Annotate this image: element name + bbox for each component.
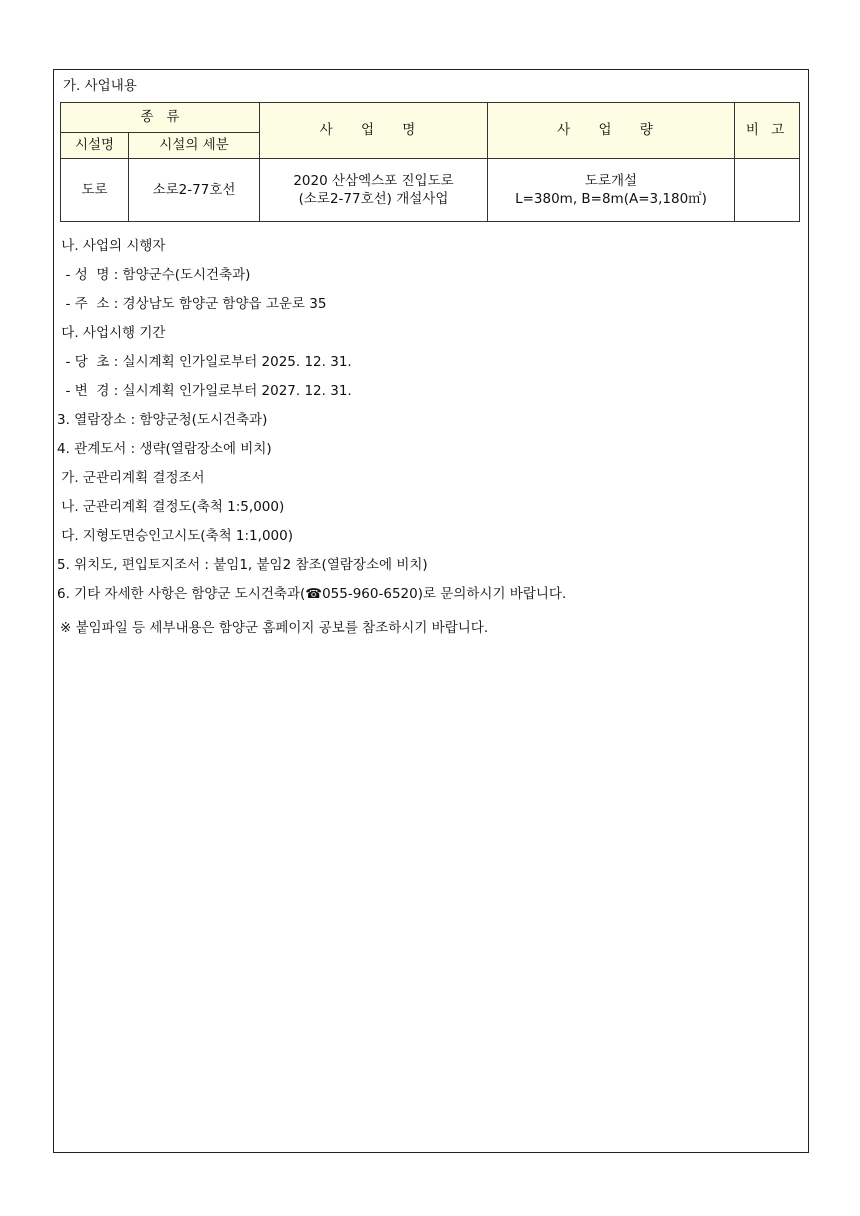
text-line: 나. 군관리계획 결정도(축척 1:5,000) xyxy=(57,499,285,515)
header-facility-detail: 시설의 세분 xyxy=(129,133,260,159)
text-line: - 변 경 : 실시계획 인가일로부터 2027. 12. 31. xyxy=(57,383,352,399)
text-line: 5. 위치도, 편입토지조서 : 붙임1, 붙임2 참조(열람장소에 비치) xyxy=(57,557,428,573)
header-project-scale: 사 업 량 xyxy=(488,103,735,159)
header-project-name: 사 업 명 xyxy=(260,103,488,159)
body-text xyxy=(57,232,566,609)
text-line: 다. 사업시행 기간 xyxy=(57,325,166,341)
text-line: 나. 사업의 시행자 xyxy=(57,238,166,254)
section-title-business-content: 가. 사업내용 xyxy=(63,78,137,94)
cell-project-scale xyxy=(488,159,735,222)
cell-remarks xyxy=(735,159,800,222)
project-scale-line2: L=380m, B=8m(A=3,180㎡) xyxy=(515,191,707,207)
project-name-line1: 2020 산삼엑스포 진입도로 xyxy=(293,172,454,189)
header-facility-name: 시설명 xyxy=(61,133,129,159)
text-line: - 성 명 : 함양군수(도시건축과) xyxy=(57,267,251,283)
header-type: 종 류 xyxy=(61,103,260,133)
text-line: - 당 초 : 실시계획 인가일로부터 2025. 12. 31. xyxy=(57,354,352,370)
text-line: 6. 기타 자세한 사항은 함양군 도시건축과(☎055-960-6520)로 문의하시기 바랍니다. xyxy=(57,586,567,602)
text-line: 가. 군관리계획 결정조서 xyxy=(57,470,205,486)
text-line: 3. 열람장소 : 함양군청(도시건축과) xyxy=(57,412,268,428)
cell-facility-detail: 소로2-77호선 xyxy=(129,159,260,222)
cell-facility-name: 도로 xyxy=(61,159,129,222)
project-scale-line1: 도로개설 xyxy=(584,172,638,189)
text-line: 4. 관계도서 : 생략(열람장소에 비치) xyxy=(57,441,272,457)
text-line: - 주 소 : 경상남도 함양군 함양읍 고운로 35 xyxy=(57,296,327,312)
cell-project-name xyxy=(260,159,488,222)
header-remarks: 비 고 xyxy=(735,103,800,159)
text-line: 다. 지형도면승인고시도(축척 1:1,000) xyxy=(57,528,293,544)
homepage-notice: ※ 붙임파일 등 세부내용은 함양군 홈페이지 공보를 참조하시기 바랍니다. xyxy=(60,620,489,636)
business-content-table xyxy=(60,102,800,222)
project-name-line2: (소로2-77호선) 개설사업 xyxy=(298,191,449,207)
